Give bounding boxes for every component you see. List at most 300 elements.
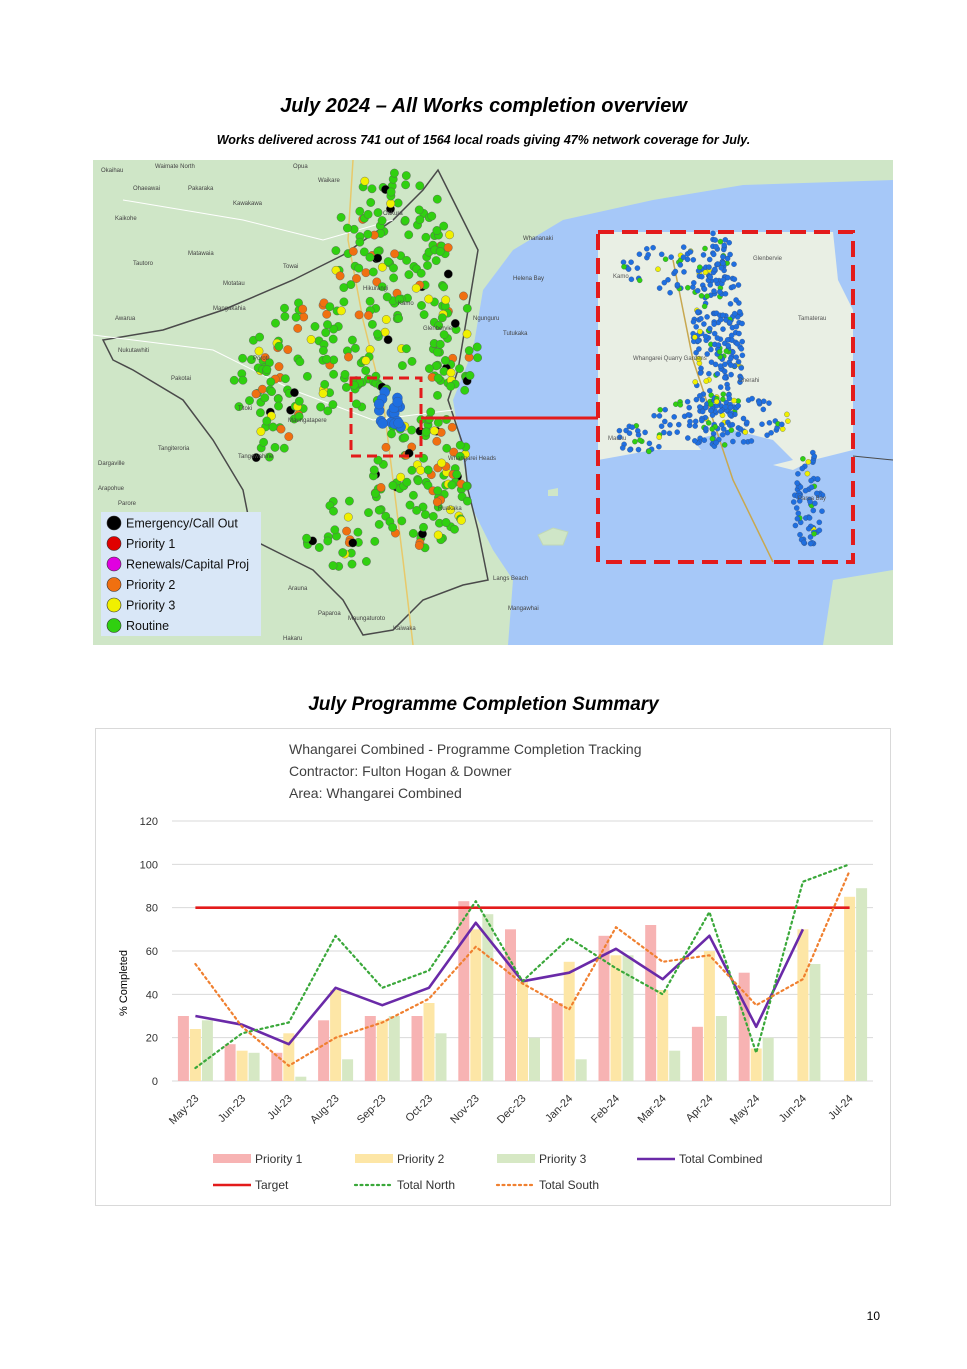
works-point — [444, 270, 452, 278]
map-land-south — [823, 570, 893, 645]
inset-works-point — [721, 261, 726, 266]
inset-works-point — [717, 289, 722, 294]
bar-priority-2 — [237, 1051, 248, 1081]
y-tick-label: 40 — [145, 989, 158, 1002]
place-label: Kaikohe — [115, 216, 137, 222]
works-point — [332, 246, 340, 254]
chart-section-title: July Programme Completion Summary — [308, 694, 659, 715]
inset-works-point — [734, 297, 739, 302]
x-tick-label: Mar-24 — [635, 1092, 669, 1126]
x-tick-label: May-24 — [727, 1092, 763, 1128]
inset-works-point — [720, 397, 725, 402]
x-tick-label: Oct-23 — [403, 1092, 436, 1125]
works-point — [425, 364, 433, 372]
bar-priority-2 — [611, 955, 622, 1081]
works-point — [453, 470, 461, 478]
works-point — [329, 507, 337, 515]
works-point — [294, 324, 302, 332]
works-point — [422, 233, 430, 241]
works-point — [412, 284, 420, 292]
inset-works-point — [675, 282, 680, 287]
inset-works-point — [702, 438, 707, 443]
inset-works-point — [724, 349, 729, 354]
works-point — [343, 224, 351, 232]
inset-works-point — [740, 339, 745, 344]
inset-works-point — [675, 430, 680, 435]
inset-works-point — [757, 400, 762, 405]
works-point — [362, 269, 370, 277]
inset-works-point — [644, 246, 649, 251]
inset-works-point — [729, 428, 734, 433]
works-point — [374, 399, 384, 409]
works-point — [417, 269, 425, 277]
works-point — [456, 441, 464, 449]
inset-works-point — [793, 523, 798, 528]
place-label: Nukutawhiti — [118, 348, 150, 354]
legend-label: Priority 3 — [126, 598, 176, 613]
inset-works-point — [667, 422, 672, 427]
inset-works-point — [632, 439, 637, 444]
place-label: Whananaki — [523, 236, 554, 242]
inset-works-point — [731, 262, 736, 267]
bar-priority-2 — [190, 1029, 201, 1081]
works-point — [322, 328, 330, 336]
place-label: Opua — [293, 164, 308, 170]
inset-works-point — [637, 252, 642, 257]
inset-works-point — [727, 320, 732, 325]
inset-works-point — [635, 266, 640, 271]
inset-works-point — [721, 392, 726, 397]
inset-works-point — [697, 404, 702, 409]
bar-priority-1 — [318, 1020, 329, 1081]
inset-works-point — [734, 355, 739, 360]
inset-works-point — [651, 245, 656, 250]
works-point — [281, 375, 289, 383]
legend-label: Total Combined — [679, 1152, 763, 1166]
inset-works-point — [712, 322, 717, 327]
inset-works-point — [694, 397, 699, 402]
works-point — [256, 409, 264, 417]
inset-works-point — [722, 375, 727, 380]
bar-priority-2 — [844, 897, 855, 1081]
works-point — [433, 437, 441, 445]
inset-works-point — [769, 430, 774, 435]
works-point — [355, 264, 363, 272]
works-point — [258, 385, 266, 393]
works-point — [415, 206, 423, 214]
bar-priority-2 — [797, 929, 808, 1081]
works-point — [442, 296, 450, 304]
works-point — [366, 297, 374, 305]
works-point — [370, 466, 378, 474]
works-point — [463, 330, 471, 338]
y-tick-label: 60 — [145, 946, 158, 958]
bar-priority-3 — [295, 1077, 306, 1081]
legend-swatch — [213, 1154, 251, 1163]
works-point — [367, 198, 375, 206]
inset-works-point — [794, 505, 799, 510]
bar-priority-3 — [716, 1016, 727, 1081]
place-label: Ohaeawai — [133, 186, 161, 192]
works-point — [387, 430, 395, 438]
inset-works-point — [699, 274, 704, 279]
inset-works-point — [707, 257, 712, 262]
works-point — [389, 481, 397, 489]
bar-priority-3 — [576, 1059, 587, 1081]
works-point — [375, 506, 383, 514]
place-label: Helena Bay — [513, 276, 545, 282]
y-tick-label: 20 — [145, 1032, 158, 1045]
works-point — [394, 314, 402, 322]
works-point — [408, 357, 416, 365]
works-point — [447, 369, 455, 377]
inset-works-point — [657, 286, 662, 291]
bar-priority-3 — [669, 1051, 680, 1081]
inset-works-point — [710, 426, 715, 431]
x-tick-label: May-23 — [167, 1092, 202, 1128]
works-point — [302, 534, 310, 542]
inset-works-point — [697, 265, 702, 270]
works-point — [422, 428, 430, 436]
works-point — [263, 417, 271, 425]
inset-works-point — [722, 362, 727, 367]
inset-works-point — [696, 346, 701, 351]
legend-marker — [107, 537, 121, 551]
inset-works-point — [657, 413, 662, 418]
works-point — [389, 274, 397, 282]
works-point — [292, 313, 300, 321]
bar-priority-2 — [517, 981, 528, 1081]
works-point — [285, 432, 293, 440]
bar-priority-2 — [424, 1003, 435, 1081]
bar-priority-3 — [249, 1053, 260, 1081]
place-label: Okaihau — [101, 168, 124, 174]
works-point — [344, 353, 352, 361]
works-map — [93, 160, 893, 645]
works-point — [427, 408, 435, 416]
works-point — [267, 387, 275, 395]
inset-works-point — [815, 476, 820, 481]
works-point — [277, 425, 285, 433]
bar-priority-2 — [704, 951, 715, 1081]
inset-works-point — [719, 422, 724, 427]
inset-works-point — [647, 441, 652, 446]
works-point — [319, 389, 327, 397]
works-point — [280, 304, 288, 312]
bar-priority-1 — [692, 1027, 703, 1081]
inset-works-point — [710, 413, 715, 418]
works-point — [389, 264, 397, 272]
bar-priority-3 — [529, 1038, 540, 1081]
bar-priority-3 — [436, 1033, 447, 1081]
inset-works-point — [703, 270, 708, 275]
works-point — [348, 560, 356, 568]
works-point — [259, 438, 267, 446]
inset-works-point — [668, 290, 673, 295]
chart-title-line-2: Contractor: Fulton Hogan & Downer — [289, 763, 512, 779]
works-point — [307, 335, 315, 343]
works-point — [371, 537, 379, 545]
inset-works-point — [736, 432, 741, 437]
inset-works-point — [659, 424, 664, 429]
inset-works-point — [706, 265, 711, 270]
inset-place-label: Tamaterau — [798, 316, 827, 322]
inset-works-point — [652, 413, 657, 418]
inset-works-point — [795, 480, 800, 485]
inset-works-point — [620, 445, 625, 450]
completion-chart — [95, 728, 891, 1206]
works-point — [329, 400, 337, 408]
inset-works-point — [695, 309, 700, 314]
works-point — [473, 343, 481, 351]
place-label: Motatau — [223, 281, 245, 287]
inset-works-point — [817, 528, 822, 533]
place-label: Langs Beach — [493, 576, 529, 582]
inset-works-point — [739, 365, 744, 370]
works-point — [429, 512, 437, 520]
works-point — [284, 345, 292, 353]
works-point — [323, 355, 331, 363]
inset-works-point — [812, 531, 817, 536]
works-point — [337, 213, 345, 221]
inset-works-point — [627, 431, 632, 436]
works-point — [424, 466, 432, 474]
inset-works-point — [791, 499, 796, 504]
legend-label: Emergency/Call Out — [126, 516, 238, 531]
works-point — [428, 212, 436, 220]
inset-works-point — [715, 371, 720, 376]
inset-works-point — [728, 301, 733, 306]
bar-priority-3 — [389, 1016, 400, 1081]
inset-works-point — [718, 239, 723, 244]
bar-priority-1 — [225, 1044, 236, 1081]
inset-works-point — [801, 540, 806, 545]
inset-works-point — [688, 249, 693, 254]
works-point — [261, 394, 269, 402]
bar-priority-3 — [856, 888, 867, 1081]
works-point — [419, 523, 427, 531]
works-point — [364, 508, 372, 516]
inset-works-point — [693, 379, 698, 384]
works-point — [366, 253, 374, 261]
inset-works-point — [630, 425, 635, 430]
inset-works-point — [626, 267, 631, 272]
inset-works-point — [681, 269, 686, 274]
inset-works-point — [695, 288, 700, 293]
works-point — [416, 216, 424, 224]
inset-works-point — [767, 420, 772, 425]
inset-works-point — [699, 418, 704, 423]
inset-works-point — [722, 442, 727, 447]
inset-works-point — [728, 356, 733, 361]
works-point — [281, 312, 289, 320]
inset-works-point — [803, 488, 808, 493]
works-point — [433, 348, 441, 356]
place-label: Waikare — [318, 178, 340, 184]
inset-works-point — [708, 347, 713, 352]
works-point — [421, 510, 429, 518]
legend-label: Total South — [539, 1178, 600, 1192]
inset-works-point — [655, 267, 660, 272]
works-point — [436, 340, 444, 348]
inset-works-point — [736, 403, 741, 408]
inset-works-point — [691, 280, 696, 285]
inset-works-point — [627, 447, 632, 452]
inset-works-point — [657, 435, 662, 440]
works-point — [447, 382, 455, 390]
inset-works-point — [702, 304, 707, 309]
inset-works-point — [691, 257, 696, 262]
legend-marker — [107, 557, 121, 571]
works-point — [271, 443, 279, 451]
x-tick-label: Dec-23 — [495, 1092, 529, 1127]
inset-works-point — [706, 371, 711, 376]
legend-box — [101, 512, 261, 636]
x-tick-label: Nov-23 — [448, 1092, 482, 1127]
works-point — [344, 513, 352, 521]
works-point — [269, 423, 277, 431]
works-point — [403, 478, 411, 486]
works-point — [329, 370, 337, 378]
inset-works-point — [708, 274, 713, 279]
bar-priority-1 — [739, 973, 750, 1081]
works-point — [408, 426, 416, 434]
bar-priority-3 — [342, 1059, 353, 1081]
inset-works-point — [718, 385, 723, 390]
works-point — [390, 169, 398, 177]
x-tick-label: Jan-24 — [543, 1092, 576, 1125]
inset-works-point — [646, 252, 651, 257]
works-point — [401, 434, 409, 442]
works-point — [303, 372, 311, 380]
works-point — [448, 481, 456, 489]
inset-works-point — [678, 402, 683, 407]
x-tick-label: Sep-23 — [354, 1092, 389, 1127]
inset-works-point — [730, 422, 735, 427]
works-point — [405, 231, 413, 239]
inset-works-point — [744, 420, 749, 425]
works-point — [409, 491, 417, 499]
inset-works-point — [736, 282, 741, 287]
works-point — [457, 516, 465, 524]
works-point — [369, 268, 377, 276]
legend-marker — [107, 516, 121, 530]
works-point — [349, 247, 357, 255]
works-point — [434, 418, 442, 426]
x-tick-label: Jun-23 — [215, 1092, 249, 1125]
works-point — [326, 303, 334, 311]
inset-works-point — [686, 412, 691, 417]
works-point — [434, 487, 442, 495]
inset-works-point — [667, 431, 672, 436]
inset-works-point — [681, 255, 686, 260]
works-point — [408, 466, 416, 474]
inset-works-point — [716, 342, 721, 347]
works-point — [450, 525, 458, 533]
works-point — [433, 391, 441, 399]
x-tick-label: Jul-23 — [265, 1092, 295, 1123]
works-point — [315, 543, 323, 551]
inset-works-point — [701, 252, 706, 257]
works-point — [463, 304, 471, 312]
place-label: Waimate North — [155, 164, 195, 170]
inset-works-point — [669, 255, 674, 260]
inset-works-point — [726, 343, 731, 348]
works-point — [300, 313, 308, 321]
works-point — [245, 396, 253, 404]
works-point — [402, 171, 410, 179]
inset-works-point — [617, 428, 622, 433]
works-point — [364, 210, 372, 218]
inset-works-point — [759, 422, 764, 427]
works-point — [433, 195, 441, 203]
works-point — [401, 181, 409, 189]
works-point — [402, 256, 410, 264]
works-point — [434, 531, 442, 539]
place-label: Hikurangi — [363, 286, 389, 292]
place-label: Kawakawa — [233, 201, 263, 207]
inset-works-point — [717, 349, 722, 354]
inset-works-point — [736, 331, 741, 336]
place-label: Arauna — [288, 586, 308, 592]
inset-works-point — [750, 396, 755, 401]
place-label: Maungaturoto — [348, 616, 386, 622]
inset-works-point — [761, 407, 766, 412]
inset-works-point — [643, 430, 648, 435]
inset-works-point — [728, 405, 733, 410]
inset-works-point — [698, 366, 703, 371]
works-point — [255, 347, 263, 355]
legend-label: Routine — [126, 619, 170, 633]
bar-priority-1 — [552, 1003, 563, 1081]
inset-works-point — [731, 398, 736, 403]
place-label: Arapohue — [98, 486, 125, 492]
inset-works-point — [715, 335, 720, 340]
works-point — [337, 307, 345, 315]
inset-works-point — [637, 438, 642, 443]
works-point — [274, 402, 282, 410]
works-point — [341, 370, 349, 378]
works-point — [340, 298, 348, 306]
bar-priority-2 — [377, 1020, 388, 1081]
inset-works-point — [673, 269, 678, 274]
place-label: Matawaia — [188, 251, 214, 257]
inset-works-point — [736, 359, 741, 364]
inset-works-point — [734, 324, 739, 329]
works-point — [445, 231, 453, 239]
legend-label: Priority 2 — [126, 578, 176, 592]
works-point — [461, 386, 469, 394]
inset-works-point — [808, 541, 813, 546]
works-point — [375, 520, 383, 528]
bar-priority-1 — [458, 901, 469, 1081]
inset-works-point — [713, 278, 718, 283]
inset-works-point — [693, 419, 698, 424]
works-point — [354, 528, 362, 536]
inset-works-point — [743, 430, 748, 435]
place-label: Tangowahine — [238, 454, 274, 460]
inset-works-point — [703, 426, 708, 431]
works-point — [319, 346, 327, 354]
y-tick-label: 100 — [139, 859, 158, 872]
works-point — [368, 185, 376, 193]
inset-works-point — [629, 277, 634, 282]
works-point — [290, 388, 298, 396]
inset-works-point — [712, 267, 717, 272]
works-point — [459, 292, 467, 300]
place-label: Glenbervie — [423, 326, 453, 332]
inset-works-point — [740, 353, 745, 358]
